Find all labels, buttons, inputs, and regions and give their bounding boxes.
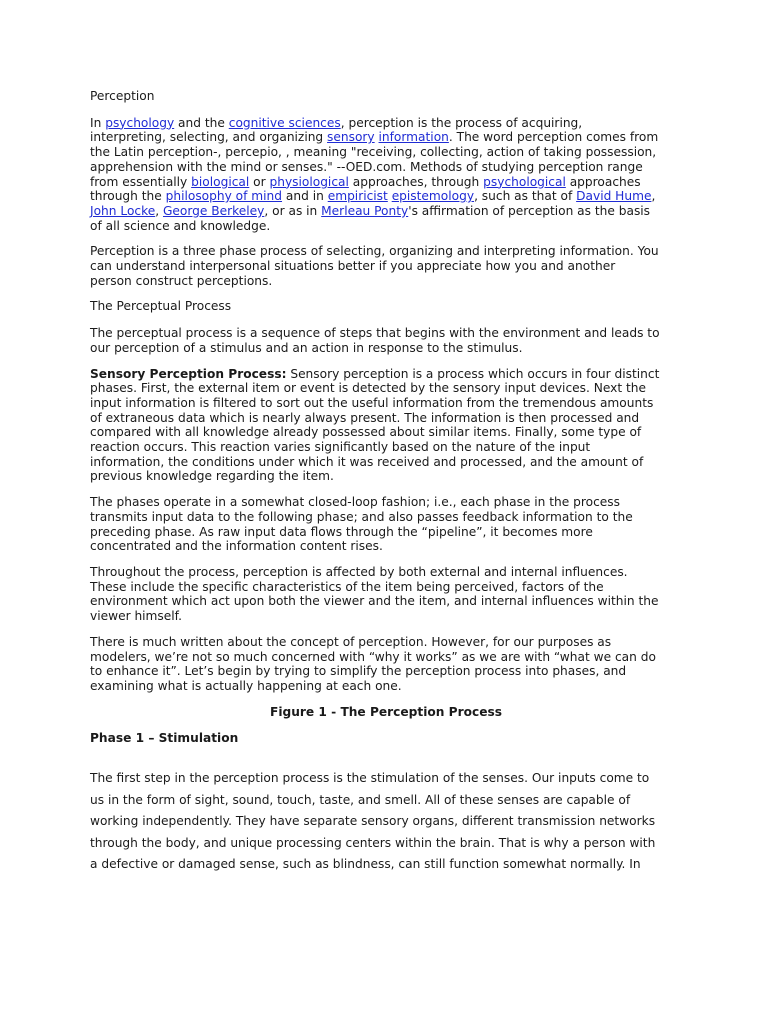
text-line: These include the specific characteristics of the item being perceived, factors of the <box>90 579 604 594</box>
text-line: to enhance it”. Let’s begin by trying to simplify the perception process into phases, and <box>90 664 627 679</box>
link-merleau-ponty[interactable]: Merleau Ponty <box>321 203 409 218</box>
link-david-hume[interactable]: David Hume <box>576 189 652 204</box>
text-fragment: , perception is the process of acquiring, <box>340 115 583 130</box>
text-fragment: interpreting, selecting, and organizing <box>90 130 328 145</box>
text-fragment: , <box>651 189 656 204</box>
link-george-berkeley[interactable]: George Berkeley <box>162 203 265 218</box>
text-line <box>90 175 682 190</box>
sensory-perception-paragraph <box>90 367 682 485</box>
text-fragment: approaches, through <box>348 174 484 189</box>
text-fragment: the Latin perception-, percepio, , meaning "receiving, collecting, action of taking possession, <box>90 145 657 160</box>
link-philosophy-of-mind[interactable]: philosophy of mind <box>165 189 283 204</box>
phase-1-heading: Phase 1 – Stimulation <box>90 731 239 746</box>
perceptual-process-heading: The Perceptual Process <box>90 299 232 314</box>
text-line: us in the form of sight, sound, touch, taste, and smell. All of these senses are capable of <box>90 792 631 807</box>
sensory-perception-label: Sensory Perception Process: <box>90 366 287 381</box>
document-title: Perception <box>90 89 155 103</box>
text-line: examining what is actually happening at each one. <box>90 678 402 693</box>
text-fragment: . The word perception comes from <box>448 130 659 145</box>
influences-paragraph <box>90 565 682 624</box>
text-line: The first step in the perception process is the stimulation of the senses. Our inputs come to <box>90 771 650 786</box>
text-line: Perception is a three phase process of selecting, organizing and interpreting information. You <box>90 244 659 259</box>
text-line: concentrated and the information content rises. <box>90 539 383 554</box>
text-line: The perceptual process is a sequence of steps that begins with the environment and leads to <box>90 326 660 341</box>
text-line: through the body, and unique processing centers within the brain. That is why a person with <box>90 835 656 850</box>
link-psychology[interactable]: psychology <box>105 115 175 130</box>
text-line: Throughout the process, perception is affected by both external and internal influences. <box>90 564 628 579</box>
text-line: transmits input data to the following phase; and also passes feedback information to the <box>90 509 633 524</box>
text-fragment: 's affirmation of perception as the basis <box>408 203 651 218</box>
text-fragment: through the <box>90 189 166 204</box>
text-line <box>90 145 682 160</box>
link-biological[interactable]: biological <box>191 174 250 189</box>
text-fragment: of all science and knowledge. <box>90 218 271 233</box>
perceptual-process-paragraph <box>90 326 682 355</box>
text-fragment: , such as that of <box>474 189 577 204</box>
three-phase-paragraph <box>90 244 682 288</box>
text-line: can understand interpersonal situations better if you appreciate how you and another <box>90 259 616 274</box>
text-fragment: apprehension with the mind or senses." --OED.com. Methods of studying perception range <box>90 159 643 174</box>
text-line <box>90 189 682 204</box>
text-line: working independently. They have separate sensory organs, different transmission networks <box>90 814 656 829</box>
text-line <box>90 219 682 234</box>
text-line: information, the conditions under which it was received and processed, and the amount of <box>90 454 644 469</box>
text-line: person construct perceptions. <box>90 273 273 288</box>
text-line: phases. First, the external item or event is detected by the sensory input devices. Next the <box>90 381 647 396</box>
text-line: previous knowledge regarding the item. <box>90 469 334 484</box>
text-fragment: and in <box>282 189 328 204</box>
phase-1-paragraph <box>90 768 682 876</box>
link-empiricist[interactable]: empiricist <box>327 189 388 204</box>
text-line: viewer himself. <box>90 609 182 624</box>
much-written-paragraph <box>90 635 682 694</box>
phases-operate-paragraph <box>90 495 682 554</box>
text-fragment: , <box>155 203 163 218</box>
text-line: of extraneous data which is nearly always present. The information is then processed and <box>90 410 640 425</box>
link-cognitive-sciences[interactable]: cognitive sciences <box>228 115 341 130</box>
link-sensory[interactable]: sensory <box>327 130 375 145</box>
link-psychological[interactable]: psychological <box>483 174 566 189</box>
text-fragment: and the <box>174 115 229 130</box>
text-line: our perception of a stimulus and an action in response to the stimulus. <box>90 340 523 355</box>
text-fragment: In <box>90 115 106 130</box>
link-information[interactable]: information <box>378 130 449 145</box>
link-epistemology[interactable]: epistemology <box>391 189 475 204</box>
link-john-locke[interactable]: John Locke <box>90 203 156 218</box>
text-fragment: , or as in <box>264 203 322 218</box>
document-page <box>90 89 682 876</box>
text-fragment: or <box>249 174 270 189</box>
text-line: input information is filtered to sort out the useful information from the tremendous amounts <box>90 395 654 410</box>
text-fragment: Sensory perception is a process which occurs in four distinct <box>286 366 660 381</box>
text-line <box>90 204 682 219</box>
text-line: reaction occurs. This reaction varies significantly based on the nature of the input <box>90 440 591 455</box>
text-line <box>90 116 682 131</box>
text-fragment: from essentially <box>90 174 192 189</box>
link-physiological[interactable]: physiological <box>269 174 349 189</box>
text-line: The phases operate in a somewhat closed-loop fashion; i.e., each phase in the process <box>90 495 620 510</box>
text-line <box>90 367 682 382</box>
text-line: preceding phase. As raw input data flows through the “pipeline”, it becomes more <box>90 524 593 539</box>
figure-caption: Figure 1 - The Perception Process <box>270 704 502 719</box>
text-line <box>90 130 682 145</box>
text-line: a defective or damaged sense, such as blindness, can still function somewhat normally. In <box>90 857 641 872</box>
text-fragment: approaches <box>565 174 641 189</box>
intro-paragraph <box>90 116 682 234</box>
text-line: environment which act upon both the viewer and the item, and internal influences within the <box>90 594 659 609</box>
text-line: modelers, we’re not so much concerned with “why it works” as we are with “what we can do <box>90 649 656 664</box>
text-line: There is much written about the concept of perception. However, for our purposes as <box>90 634 612 649</box>
text-line <box>90 160 682 175</box>
text-line: compared with all knowledge already possessed about similar items. Finally, some type of <box>90 425 642 440</box>
